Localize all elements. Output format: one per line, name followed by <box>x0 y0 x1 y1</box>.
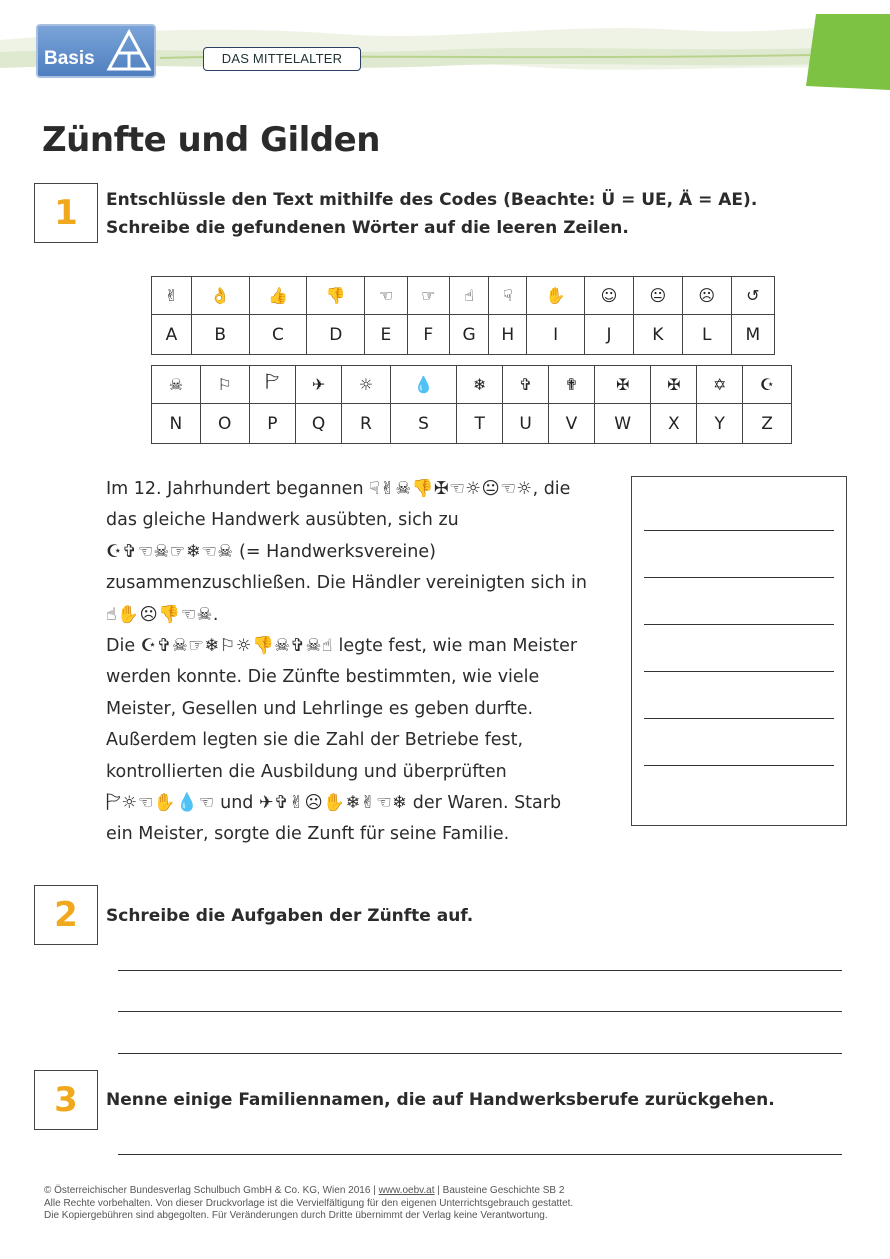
code-letter-r: R <box>341 404 390 444</box>
basis-logo <box>36 24 156 78</box>
code-symbol-u: ✞ <box>503 366 549 404</box>
code-symbol-y: ✡ <box>697 366 743 404</box>
encoded-word: ☝✋☹👎☜☠ <box>106 604 213 625</box>
encoded-word: 🏱☼☜✋💧☜ <box>106 793 215 814</box>
code-symbol-c: 👍 <box>249 277 307 315</box>
code-letter-i: I <box>527 315 585 355</box>
code-symbol-f: ☞ <box>407 277 449 315</box>
code-symbol-z: ☪ <box>743 366 792 404</box>
encoded-word: ☪✞☠☞❄⚐☼👎☠✞☠☝ <box>140 636 333 657</box>
code-letter-k: K <box>633 315 682 355</box>
series-tag: DAS MITTELALTER <box>203 47 361 71</box>
code-symbol-i: ✋ <box>527 277 585 315</box>
code-letter-p: P <box>249 404 296 444</box>
code-letter-a: A <box>152 315 192 355</box>
task-1-line-1: Entschlüssle den Text mithilfe des Codes (Beachte: Ü = UE, Ä = AE). <box>106 190 758 210</box>
code-symbol-r: ☼ <box>341 366 390 404</box>
code-symbol-q: ✈ <box>296 366 342 404</box>
task-1-number: 1 <box>34 183 98 243</box>
code-symbol-o: ⚐ <box>200 366 249 404</box>
code-symbol-j: ☺ <box>585 277 634 315</box>
code-letter-e: E <box>365 315 407 355</box>
code-letter-f: F <box>407 315 449 355</box>
encoded-passage: Im 12. Jahrhundert begannen ☟✌☠👎✠☜☼😐☜☼, die das gleiche Handwerk ausübten, sich zu ☪✞☜☠☞❄☜☠ (= Handwerksvereine) zusammenzuschließen. Die Händler vereinigten sich in ☝✋☹👎☜☠. Die ☪✞☠☞❄⚐☼👎☠✞☠☝ legte fest, wie man Meister werden konnte. Die Zünfte bestimmten, wie viele Meister, Gesellen und Lehrlinge es geben durfte. Außerdem legten sie die Zahl der Betriebe fest, kontrollierten die Ausbildung und überprüften 🏱☼☜✋💧☜ und ✈✞✌☹✋❄✌☜❄ der Waren. Starb ein Meister, sorgte die Zunft für seine Familie. <box>106 479 587 845</box>
code-letter-h: H <box>489 315 527 355</box>
code-symbol-v: ✟ <box>548 366 594 404</box>
answer-line-4[interactable] <box>644 671 834 672</box>
code-symbol-h: ☟ <box>489 277 527 315</box>
code-letter-v: V <box>548 404 594 444</box>
code-symbol-w: ✠ <box>594 366 651 404</box>
code-table-a-m <box>151 276 775 355</box>
task-2-number: 2 <box>34 885 98 945</box>
encoded-word: ☪✞☜☠☞❄☜☠ <box>106 541 234 562</box>
writing-line-task-3-1[interactable] <box>118 1154 842 1155</box>
answer-box <box>631 476 847 826</box>
triangle-logo-icon <box>106 29 152 73</box>
task-1-instruction <box>106 186 757 242</box>
encoded-word: ✈✞✌☹✋❄✌☜❄ <box>258 793 408 814</box>
code-letter-u: U <box>503 404 549 444</box>
code-symbol-l: ☹ <box>682 277 731 315</box>
code-symbol-g: ☝ <box>449 277 488 315</box>
page-title: Zünfte und Gilden <box>42 120 380 160</box>
code-letter-z: Z <box>743 404 792 444</box>
copyright-footer: © Österreichischer Bundesverlag Schulbuch GmbH & Co. KG, Wien 2016 | www.oebv.at | Bausteine Geschichte SB 2 Alle Rechte vorbehalten. Von dieser Druckvorlage ist die Vervielfältigung für den eigenen Unterrichtsgebrauch gestattet. Die Kopiergebühren sind abgegolten. Für Veränderungen durch Dritte übernimmt der Verlag keine Verantwortung. <box>44 1185 574 1221</box>
logo-text: Basis <box>44 48 95 69</box>
code-letter-row <box>152 404 792 444</box>
publisher-link[interactable]: www.oebv.at <box>378 1185 435 1196</box>
code-symbol-row <box>152 366 792 404</box>
code-symbol-d: 👎 <box>307 277 365 315</box>
code-letter-o: O <box>200 404 249 444</box>
answer-line-6[interactable] <box>644 765 834 766</box>
code-letter-s: S <box>390 404 457 444</box>
code-table-n-z <box>151 365 792 444</box>
code-letter-g: G <box>449 315 488 355</box>
writing-line-task-2-1[interactable] <box>118 970 842 971</box>
code-symbol-row <box>152 277 775 315</box>
code-letter-c: C <box>249 315 307 355</box>
code-letter-t: T <box>457 404 503 444</box>
answer-line-5[interactable] <box>644 718 834 719</box>
code-letter-l: L <box>682 315 731 355</box>
code-symbol-a: ✌ <box>152 277 192 315</box>
task-3-number: 3 <box>34 1070 98 1130</box>
task-1-line-2: Schreibe die gefundenen Wörter auf die leeren Zeilen. <box>106 218 629 238</box>
code-letter-j: J <box>585 315 634 355</box>
code-letter-n: N <box>152 404 201 444</box>
code-letter-d: D <box>307 315 365 355</box>
writing-line-task-2-2[interactable] <box>118 1011 842 1012</box>
corner-green-tab <box>806 14 890 90</box>
code-letter-m: M <box>731 315 774 355</box>
task-3-instruction: Nenne einige Familiennamen, die auf Handwerksberufe zurückgehen. <box>106 1090 775 1110</box>
code-symbol-n: ☠ <box>152 366 201 404</box>
answer-line-1[interactable] <box>644 530 834 531</box>
code-letter-b: B <box>191 315 249 355</box>
code-symbol-k: 😐 <box>633 277 682 315</box>
writing-line-task-2-3[interactable] <box>118 1053 842 1054</box>
code-symbol-s: 💧 <box>390 366 457 404</box>
code-symbol-b: 👌 <box>191 277 249 315</box>
code-symbol-e: ☜ <box>365 277 407 315</box>
code-symbol-p: 🏱 <box>249 366 296 404</box>
code-symbol-t: ❄ <box>457 366 503 404</box>
answer-line-3[interactable] <box>644 624 834 625</box>
task-2-instruction: Schreibe die Aufgaben der Zünfte auf. <box>106 906 474 926</box>
code-letter-q: Q <box>296 404 342 444</box>
code-letter-x: X <box>651 404 697 444</box>
encoded-word: ☟✌☠👎✠☜☼😐☜☼ <box>369 479 533 499</box>
code-symbol-x: ✠ <box>651 366 697 404</box>
code-letter-row <box>152 315 775 355</box>
answer-line-2[interactable] <box>644 577 834 578</box>
code-letter-w: W <box>594 404 651 444</box>
code-letter-y: Y <box>697 404 743 444</box>
code-symbol-m: ↺ <box>731 277 774 315</box>
